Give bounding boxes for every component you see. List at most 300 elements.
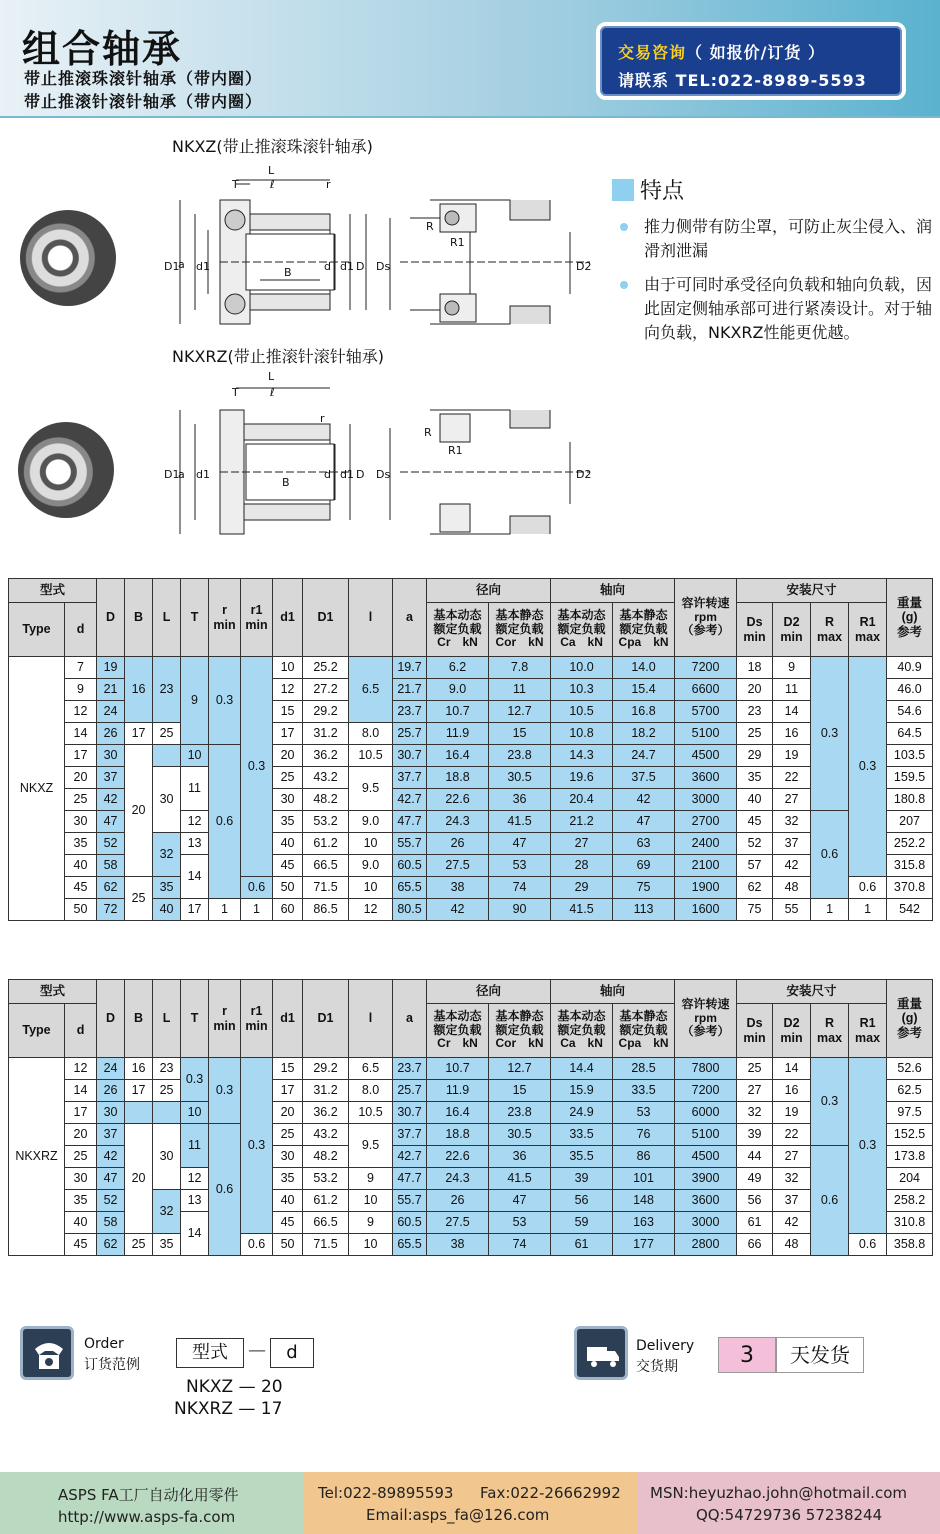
cell-D1: 31.2 [303,1080,349,1102]
cell-D1: 31.2 [303,723,349,745]
nkxz-diagram-label: NKXZ(带止推滚珠滚针轴承) [172,137,373,156]
cell-D1: 48.2 [303,789,349,811]
cell-weight: 54.6 [887,701,933,723]
cell-cor: 36 [489,789,551,811]
cell-weight: 180.8 [887,789,933,811]
cell-d2: 27 [773,1146,811,1168]
cell-rpm: 3600 [675,767,737,789]
footer-tel: Tel:022-89895593 [318,1484,454,1502]
cell-ds: 45 [737,811,773,833]
cell-l: 10 [349,877,393,899]
cell-cor: 11 [489,679,551,701]
cell-ds: 62 [737,877,773,899]
nkxz-spec-table [8,578,933,921]
cell-a: 80.5 [393,899,427,921]
col-load-3: 基本静态 额定负载 Cpa kN [613,603,675,657]
col-r: r min [209,579,241,657]
cell-ca: 15.9 [551,1080,613,1102]
cell-D1: 53.2 [303,1168,349,1190]
cell-ds: 23 [737,701,773,723]
col-Ds: Ds min [737,603,773,657]
cell-d2: 55 [773,899,811,921]
cell-rpm: 2100 [675,855,737,877]
cell-ca: 39 [551,1168,613,1190]
cell-T: 10 [181,745,209,767]
cell-R: 0.3 [811,657,849,811]
cell-cpa: 69 [613,855,675,877]
cell-D: 24 [97,1058,125,1080]
cell-cpa: 86 [613,1146,675,1168]
cell-ds: 40 [737,789,773,811]
cell-R: 0.3 [811,1058,849,1146]
cell-cpa: 33.5 [613,1080,675,1102]
cell-ds: 29 [737,745,773,767]
cell-L: 30 [153,767,181,833]
col-l: l [349,579,393,657]
cell-l: 10.5 [349,1102,393,1124]
cell-cr: 22.6 [427,789,489,811]
cell-cor: 47 [489,1190,551,1212]
cell-cpa: 28.5 [613,1058,675,1080]
feature-item: 由于可同时承受径向负载和轴向负载，因此固定侧轴承部可进行紧凑设计。对于轴向负载，NKXRZ性能更优越。 [612,273,932,345]
cell-ca: 29 [551,877,613,899]
cell-D: 42 [97,789,125,811]
col-R: R max [811,603,849,657]
col-load-0: 基本动态 额定负载 Cr kN [427,1004,489,1058]
col-load-1: 基本静态 额定负载 Cor kN [489,1004,551,1058]
svg-text:B: B [284,266,292,279]
cell-D: 30 [97,745,125,767]
order-label-en: Order [84,1336,124,1352]
cell-cor: 74 [489,1234,551,1256]
contact-inquiry-note: （ 如报价/订货 ） [686,43,826,62]
col-l: l [349,980,393,1058]
cell-rpm: 2400 [675,833,737,855]
col-a: a [393,579,427,657]
delivery-text: 天发货 [776,1337,864,1373]
cell-cr: 18.8 [427,767,489,789]
cell-cor: 53 [489,1212,551,1234]
svg-text:d1: d1 [340,260,354,273]
cell-r: 0.3 [209,657,241,745]
cell-d2: 11 [773,679,811,701]
cell-l: 9.5 [349,1124,393,1168]
svg-text:D1: D1 [164,468,180,481]
cell-cr: 27.5 [427,855,489,877]
col-load-0: 基本动态 额定负载 Cr kN [427,603,489,657]
cell-cor: 15 [489,723,551,745]
col-D1: D1 [303,579,349,657]
contact-inquiry: 交易咨询 [618,43,687,62]
cell-d2: 22 [773,1124,811,1146]
svg-text:L: L [268,370,275,383]
col-B: B [125,980,153,1058]
cell-cpa: 24.7 [613,745,675,767]
cell-cor: 36 [489,1146,551,1168]
cell-D1: 29.2 [303,1058,349,1080]
features-heading [612,174,932,205]
cell-ds: 18 [737,657,773,679]
cell-cpa: 148 [613,1190,675,1212]
cell-D1: 66.5 [303,1212,349,1234]
cell-cr: 26 [427,1190,489,1212]
nkxrz-spec-table [8,979,933,1256]
cell-r1: 0.3 [241,1058,273,1234]
cell-d2: 14 [773,1058,811,1080]
cell-d1: 45 [273,1212,303,1234]
cell-rpm: 6600 [675,679,737,701]
col-r: r min [209,980,241,1058]
features-section [612,174,932,345]
cell-cr: 27.5 [427,1212,489,1234]
svg-text:R: R [424,426,432,439]
svg-text:D1: D1 [164,260,180,273]
cell-ca: 24.9 [551,1102,613,1124]
cell-T: 11 [181,1124,209,1168]
cell-D: 26 [97,1080,125,1102]
svg-text:Ds: Ds [376,468,391,481]
cell-weight: 46.0 [887,679,933,701]
cell-ds: 27 [737,1080,773,1102]
type-name-cell: NKXRZ [9,1058,65,1256]
cell-d: 14 [65,723,97,745]
cell-rpm: 2700 [675,811,737,833]
cell-l: 12 [349,899,393,921]
cell-d: 20 [65,1124,97,1146]
axial-header: 轴向 [551,980,675,1004]
cell-cor: 41.5 [489,1168,551,1190]
cell-T: 11 [181,767,209,811]
col-load-3: 基本静态 额定负载 Cpa kN [613,1004,675,1058]
truck-icon [574,1326,628,1380]
cell-rpm: 5700 [675,701,737,723]
cell-ds: 25 [737,1058,773,1080]
table-row [9,1080,933,1102]
cell-ds: 39 [737,1124,773,1146]
cell-l: 9.0 [349,855,393,877]
cell-weight: 370.8 [887,877,933,899]
cell-ca: 10.3 [551,679,613,701]
table-row [9,723,933,745]
cell-rpm: 3000 [675,789,737,811]
cell-T: 13 [181,833,209,855]
cell-l: 10 [349,833,393,855]
cell-d: 50 [65,899,97,921]
feature-item: 推力侧带有防尘罩，可防止灰尘侵入、润滑剂泄漏 [612,215,932,263]
cell-r: 0.3 [209,1058,241,1124]
cell-D1: 43.2 [303,1124,349,1146]
cell-d: 30 [65,811,97,833]
cell-B: 25 [125,877,153,921]
svg-text:D: D [356,260,365,273]
col-L: L [153,579,181,657]
cell-weight: 258.2 [887,1190,933,1212]
cell-l: 10.5 [349,745,393,767]
svg-text:a: a [178,258,185,271]
cell-cpa: 76 [613,1124,675,1146]
cell-B: 20 [125,1124,153,1234]
cell-a: 55.7 [393,1190,427,1212]
delivery-label-en: Delivery [636,1338,695,1354]
cell-l: 8.0 [349,723,393,745]
order-type-box: 型式 [176,1338,244,1368]
cell-rpm: 2800 [675,1234,737,1256]
cell-cor: 15 [489,1080,551,1102]
col-D2: D2 min [773,603,811,657]
delivery-label-cn: 交货期 [636,1359,678,1375]
cell-cpa: 14.0 [613,657,675,679]
cell-cpa: 42 [613,789,675,811]
cell-l: 9.0 [349,811,393,833]
cell-r1: 0.6 [241,877,273,899]
cell-T: 0.3 [181,1058,209,1102]
cell-ca: 41.5 [551,899,613,921]
cell-l: 6.5 [349,657,393,723]
axial-header: 轴向 [551,579,675,603]
cell-weight: 62.5 [887,1080,933,1102]
phone-icon [20,1326,74,1380]
col-weight: 重量 (g) 参考 [887,579,933,657]
cell-D1: 71.5 [303,1234,349,1256]
cell-D1: 36.2 [303,745,349,767]
cell-d1: 20 [273,1102,303,1124]
cell-a: 25.7 [393,1080,427,1102]
cell-L: 23 [153,657,181,723]
cell-ca: 14.4 [551,1058,613,1080]
cell-l: 6.5 [349,1058,393,1080]
cell-ca: 14.3 [551,745,613,767]
cell-ca: 56 [551,1190,613,1212]
cell-D1: 25.2 [303,657,349,679]
cell-cpa: 15.4 [613,679,675,701]
cell-a: 23.7 [393,1058,427,1080]
svg-text:d1: d1 [340,468,354,481]
table-header-row [9,579,933,603]
cell-r: 0.6 [209,1124,241,1256]
cell-D1: 86.5 [303,899,349,921]
cell-D: 52 [97,1190,125,1212]
cell-d: 12 [65,1058,97,1080]
col-type: Type [9,1004,65,1058]
cell-B [125,1102,153,1124]
table-row [9,1058,933,1080]
cell-weight: 310.8 [887,1212,933,1234]
cell-rpm: 7200 [675,657,737,679]
contact-box [596,22,906,100]
cell-cpa: 47 [613,811,675,833]
cell-ca: 59 [551,1212,613,1234]
cell-cr: 11.9 [427,723,489,745]
cell-l: 10 [349,1190,393,1212]
nkxrz-bearing-photo [18,422,114,518]
cell-a: 37.7 [393,767,427,789]
cell-a: 47.7 [393,811,427,833]
cell-d: 25 [65,1146,97,1168]
table-row [9,1234,933,1256]
cell-ds: 44 [737,1146,773,1168]
cell-T: 14 [181,855,209,899]
cell-l: 9.5 [349,767,393,811]
cell-D: 62 [97,877,125,899]
cell-B: 20 [125,745,153,877]
cell-L: 40 [153,899,181,921]
nkxrz-dimension-diagram [150,366,600,546]
cell-T: 12 [181,811,209,833]
col-L: L [153,980,181,1058]
order-label-cn: 订货范例 [84,1357,140,1373]
cell-a: 23.7 [393,701,427,723]
cell-d: 30 [65,1168,97,1190]
col-weight: 重量 (g) 参考 [887,980,933,1058]
cell-B: 16 [125,657,153,723]
cell-weight: 315.8 [887,855,933,877]
table-row [9,745,933,767]
footer-qq: QQ:54729736 57238244 [696,1506,883,1524]
cell-cr: 38 [427,1234,489,1256]
cell-d2: 19 [773,1102,811,1124]
cell-cr: 24.3 [427,811,489,833]
table-row [9,657,933,679]
page-subtitle-1: 带止推滚珠滚针轴承（带内圈） [24,69,263,88]
footer-msn: MSN:heyuzhao.john@hotmail.com [650,1484,907,1502]
cell-cor: 74 [489,877,551,899]
cell-d2: 14 [773,701,811,723]
cell-D: 72 [97,899,125,921]
cell-ds: 66 [737,1234,773,1256]
cell-cpa: 163 [613,1212,675,1234]
cell-ca: 27 [551,833,613,855]
cell-ca: 35.5 [551,1146,613,1168]
table-row [9,877,933,899]
cell-rpm: 4500 [675,745,737,767]
cell-d1: 12 [273,679,303,701]
cell-weight: 159.5 [887,767,933,789]
cell-ca: 19.6 [551,767,613,789]
cell-L: 35 [153,1234,181,1256]
cell-a: 30.7 [393,1102,427,1124]
order-dash: — [248,1340,266,1361]
cell-r1: 0.6 [241,1234,273,1256]
cell-T: 13 [181,1190,209,1212]
cell-d: 35 [65,1190,97,1212]
cell-cor: 90 [489,899,551,921]
col-T: T [181,980,209,1058]
cell-L: 32 [153,1190,181,1234]
cell-d1: 17 [273,723,303,745]
cell-cpa: 18.2 [613,723,675,745]
cell-weight: 52.6 [887,1058,933,1080]
cell-d: 35 [65,833,97,855]
cell-r: 0.6 [209,745,241,899]
features-title: 特点 [640,179,685,204]
cell-a: 21.7 [393,679,427,701]
order-d-box: d [270,1338,314,1368]
cell-ca: 28 [551,855,613,877]
cell-rpm: 7800 [675,1058,737,1080]
cell-R: 0.6 [811,1146,849,1256]
cell-r1: 1 [241,899,273,921]
cell-d2: 19 [773,745,811,767]
cell-R1: 0.6 [849,877,887,899]
cell-d1: 35 [273,811,303,833]
footer-url-link[interactable]: http://www.asps-fa.com [58,1508,236,1526]
cell-D: 42 [97,1146,125,1168]
cell-d1: 40 [273,1190,303,1212]
svg-text:d1: d1 [196,468,210,481]
cell-d1: 45 [273,855,303,877]
cell-ds: 25 [737,723,773,745]
footer-fax: Fax:022-26662992 [480,1484,621,1502]
cell-cr: 6.2 [427,657,489,679]
cell-d: 12 [65,701,97,723]
cell-a: 65.5 [393,877,427,899]
table-header-row [9,980,933,1004]
cell-d2: 42 [773,1212,811,1234]
cell-L [153,1102,181,1124]
cell-ds: 32 [737,1102,773,1124]
cell-d2: 37 [773,833,811,855]
cell-d: 9 [65,679,97,701]
cell-weight: 40.9 [887,657,933,679]
col-d1: d1 [273,980,303,1058]
order-example-1: NKXZ — 20 [186,1377,283,1397]
cell-ca: 10.5 [551,701,613,723]
cell-D1: 61.2 [303,1190,349,1212]
cell-D: 30 [97,1102,125,1124]
cell-d2: 27 [773,789,811,811]
cell-D: 62 [97,1234,125,1256]
cell-ca: 20.4 [551,789,613,811]
cell-weight: 207 [887,811,933,833]
cell-rpm: 1900 [675,877,737,899]
cell-rpm: 3000 [675,1212,737,1234]
table-row [9,1102,933,1124]
col-Ds: Ds min [737,1004,773,1058]
col-R1: R1 max [849,1004,887,1058]
cell-L: 32 [153,833,181,877]
cell-weight: 152.5 [887,1124,933,1146]
cell-R1: 0.3 [849,657,887,877]
cell-a: 65.5 [393,1234,427,1256]
nkxrz-diagram-label: NKXRZ(带止推滚针滚针轴承) [172,347,384,366]
svg-text:R1: R1 [448,444,463,457]
cell-d1: 35 [273,1168,303,1190]
nkxz-bearing-photo [20,210,116,306]
cell-cr: 16.4 [427,745,489,767]
col-type: Type [9,603,65,657]
cell-weight: 97.5 [887,1102,933,1124]
cell-weight: 103.5 [887,745,933,767]
cell-l: 10 [349,1234,393,1256]
cell-d1: 25 [273,1124,303,1146]
type-header: 型式 [9,980,97,1004]
footer-email-link[interactable]: Email:asps_fa@126.com [366,1506,550,1524]
cell-d1: 30 [273,789,303,811]
cell-rpm: 6000 [675,1102,737,1124]
install-header: 安装尺寸 [737,579,887,603]
cell-B: 17 [125,723,153,745]
col-D1: D1 [303,980,349,1058]
cell-a: 19.7 [393,657,427,679]
svg-text:d1: d1 [196,260,210,273]
cell-R: 1 [811,899,849,921]
cell-R1: 0.3 [849,1058,887,1234]
cell-D: 21 [97,679,125,701]
cell-D: 24 [97,701,125,723]
cell-d1: 17 [273,1080,303,1102]
cell-cpa: 16.8 [613,701,675,723]
cell-cr: 38 [427,877,489,899]
